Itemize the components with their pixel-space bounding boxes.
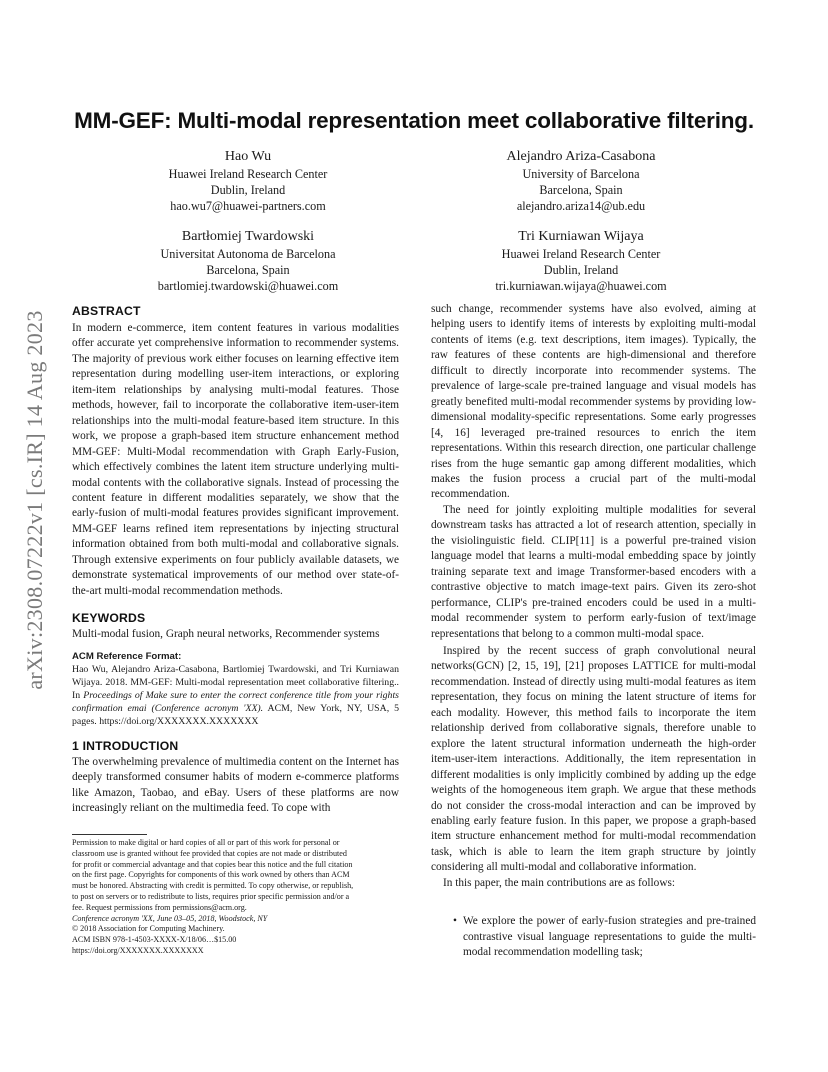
isbn-line: ACM ISBN 978-1-4503-XXXX-X/18/06…$15.00 xyxy=(72,935,237,945)
author-block-2 xyxy=(441,148,721,214)
author-location: Dublin, Ireland xyxy=(210,183,286,197)
author-affiliation: Huawei Ireland Research Center xyxy=(501,247,661,261)
author-name: Bartłomiej Twardowski xyxy=(181,229,315,244)
permission-line: on the first page. Copyrights for components of this work owned by others than ACM xyxy=(72,870,350,880)
author-block-4 xyxy=(441,228,721,294)
author-email: alejandro.ariza14@ub.edu xyxy=(516,199,646,213)
permission-line: classroom use is granted without fee provided that copies are not made or distributed xyxy=(72,848,347,858)
acm-reference xyxy=(72,650,399,728)
intro-paragraph-3: Inspired by the recent success of graph convolutional neural networks(GCN) [2, 15, 19], [21] proposes LATTICE for multi-modal recommendation. Instead of directly using multi-modal features as item representation, they focus on mining the latent structure of items for each modality. However, this method fails to incorporate the item relationship derived from collaborative signals, therefore unable to explore the latent structural information underneath the high-order item-user-item interactions. Additionally, the item representation in different modalities is only implicitly combined by adding up the edge weights of the homogeneous item graph. We argue that these methods do not consider the cross-modal interaction and can be improved by enabling early feature fusion. In this paper, we propose a graph-based item structure enhancement method for multi-modal recommendation task, which is able to learn the item graph structure by jointly considering all multi-modal and collaborative information. xyxy=(431,644,756,874)
permission-line: must be honored. Abstracting with credit is permitted. To copy otherwise, or republish, xyxy=(72,881,354,891)
intro-paragraph-1: such change, recommender systems have also evolved, aiming at helping users to identify items of interests by exploiting multi-modal contents of items (e.g. text descriptions, item images). Typically, the raw features of these contents are high-dimensional and therefore difficult to directly incorporate into recommender systems. The prevalence of large-scale pre-trained language and visual models has greatly benefited multi-modal recommender systems by providing low-dimensional modality-specific representations. Some early progresses [4, 16] leveraged pre-trained resources to enrich the item representations. Within this research direction, one particular challenge rises from the huge semantic gap among different modalities, which makes the fusion process a crucial part of the multi-modal recommendation. xyxy=(431,303,756,501)
footnote-rule xyxy=(72,834,147,835)
abstract-text: In modern e-commerce, item content features in various modalities offer accurate yet comprehensive information to recommender systems. The majority of previous work either focuses on learning effective item representation during modelling user-item interactions, or exploring item-item relationships by analysing multi-modal features. Those methods, however, fail to incorporate the collaborative item-user-item relationships into the multi-modal feature-based item structure. In this work, we propose a graph-based item structure enhancement method MM-GEF: Multi-Modal recommendation with Graph Early-Fusion, which effectively combines the latent item structure underlying multi-modal contents with the collaborative signals. Instead of processing the content feature in different modalities separately, we show that the early-fusion of multi-modal features provides significant improvement. MM-GEF learns refined item representations by injecting structural information obtained from both multi-modal and collaborative signals. Through extensive experiments on four publicly available datasets, we demonstrate systematical improvements of our method over state-of-the-art multi-modal recommendation methods. xyxy=(72,322,399,597)
keywords-heading: KEYWORDS xyxy=(72,611,146,626)
keywords-text: Multi-modal fusion, Graph neural networks, Recommender systems xyxy=(72,628,380,641)
author-name: Hao Wu xyxy=(224,149,272,164)
author-name: Tri Kurniawan Wijaya xyxy=(518,229,644,244)
left-column xyxy=(72,302,399,816)
intro-paragraph-4: In this paper, the main contributions are as follows: xyxy=(443,876,676,889)
author-location: Barcelona, Spain xyxy=(539,183,623,197)
bullet-icon: • xyxy=(453,915,457,928)
permission-line: for profit or commercial advantage and that copies bear this notice and the full citation xyxy=(72,859,353,869)
right-column xyxy=(431,302,756,961)
author-email: bartlomiej.twardowski@huawei.com xyxy=(157,279,339,293)
arxiv-stamp: arXiv:2308.07222v1 [cs.IR] 14 Aug 2023 xyxy=(22,310,47,690)
acm-reference-venue: Proceedings of Make sure to enter the correct conference title from your rights confirmation emai (Conference acronym 'XX). xyxy=(72,689,399,714)
permission-notice xyxy=(72,838,399,957)
author-affiliation: Huawei Ireland Research Center xyxy=(168,167,328,181)
intro-paragraph-2: The need for jointly exploiting multiple modalities for several downstream tasks has attracted a lot of research attention, specially in the visiolinguistic field. CLIP[11] is a powerful pre-trained vision language model that learns a multi-modal embedding space by jointly training separate text and image Transformer-based encoders with a contrastive objective to match image-text pairs. Given its zero-shot performance, CLIP's pre-trained encoders could be used in a multi-modal recommender system to perform early-fusion of text/image representations that belong to a common multi-modal space. xyxy=(431,503,756,640)
abstract-heading: ABSTRACT xyxy=(72,304,141,318)
acm-reference-heading: ACM Reference Format: xyxy=(72,650,182,662)
author-block-3 xyxy=(108,228,388,294)
introduction-heading: 1 INTRODUCTION xyxy=(72,738,179,753)
author-block-1 xyxy=(108,148,388,214)
paper-title: MM-GEF: Multi-modal representation meet collaborative filtering. xyxy=(74,108,754,133)
author-email: tri.kurniawan.wijaya@huawei.com xyxy=(495,279,667,293)
author-affiliation: Universitat Autonoma de Barcelona xyxy=(160,247,336,261)
author-name: Alejandro Ariza-Casabona xyxy=(506,149,656,164)
permission-line: Permission to make digital or hard copies of all or part of this work for personal or xyxy=(72,838,340,847)
author-affiliation: University of Barcelona xyxy=(522,167,640,181)
acm-reference-text: Hao Wu, Alejandro Ariza-Casabona, Bartlomiej Twardowski, and Tri Kurniawan Wijaya. 2018. MM-GEF: Multi-modal representation meet collaborative filtering.. In Proceedings of Make sure to enter the correct conference title from your rights confirmation emai (Conference acronym 'XX). ACM, New York, NY, USA, 5 pages. https://doi.org/XXXXXXX.XXXXXXX xyxy=(72,663,399,727)
author-location: Barcelona, Spain xyxy=(206,263,290,277)
permission-line: to post on servers or to redistribute to lists, requires prior specific permission and/or a xyxy=(72,891,350,901)
intro-left-text: The overwhelming prevalence of multimedia content on the Internet has deeply transformed consumer habits of modern e-commerce platforms like Amazon, Taobao, and eBay. Users of these platforms are now increasingly reliant on the multimedia feed. To cope with xyxy=(72,755,399,814)
copyright-line: © 2018 Association for Computing Machinery. xyxy=(72,924,225,934)
contribution-text: We explore the power of early-fusion strategies and pre-trained contrastive visual language representations to guide the multi-modal recommendation modelling task; xyxy=(463,915,756,959)
contribution-list-item xyxy=(431,914,756,960)
author-location: Dublin, Ireland xyxy=(543,263,619,277)
permission-line: fee. Request permissions from permissions@acm.org. xyxy=(72,902,247,912)
conference-line: Conference acronym 'XX, June 03–05, 2018, Woodstock, NY xyxy=(72,913,268,923)
doi-line: https://doi.org/XXXXXXX.XXXXXXX xyxy=(72,945,204,955)
author-email: hao.wu7@huawei-partners.com xyxy=(170,199,326,213)
